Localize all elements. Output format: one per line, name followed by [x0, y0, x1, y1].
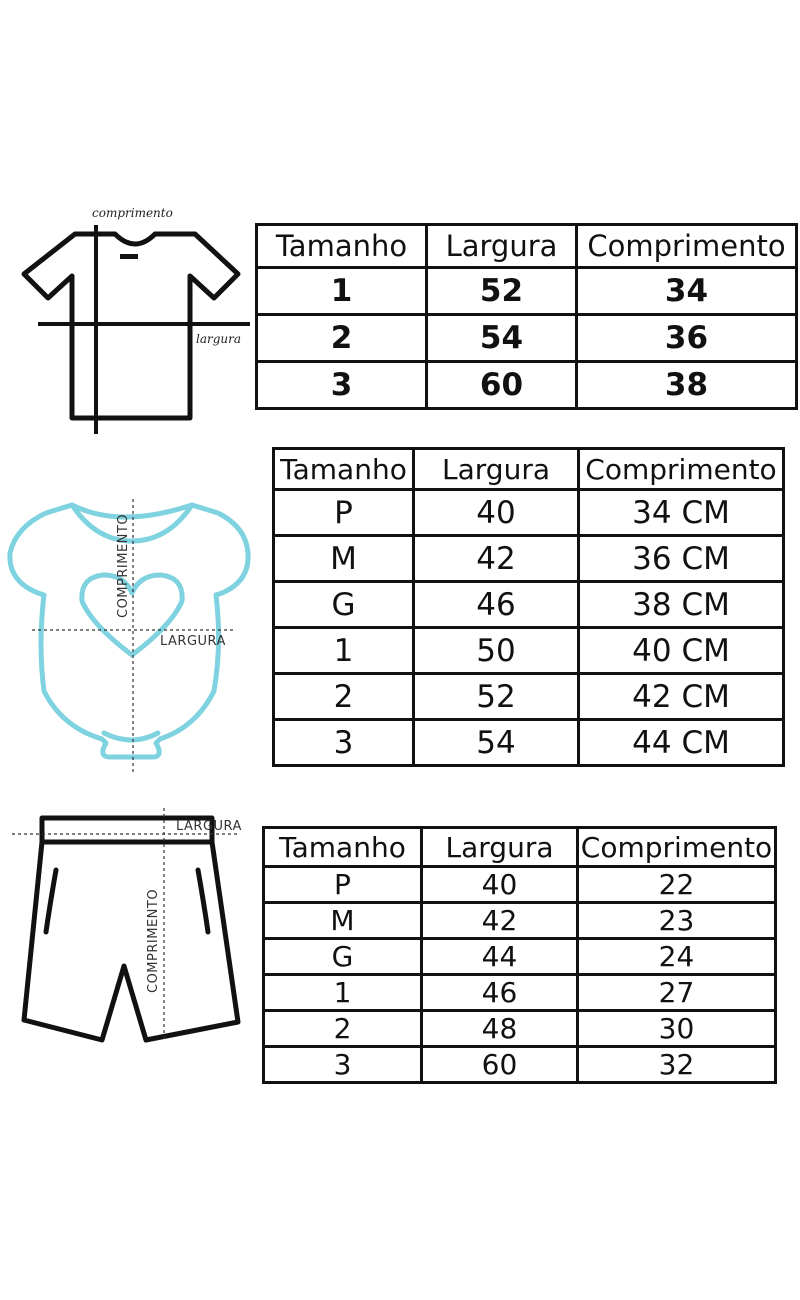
- table-row: [274, 674, 784, 720]
- column-header: Comprimento: [578, 828, 776, 867]
- table-row: [274, 582, 784, 628]
- length-cell: 36 CM: [579, 536, 784, 582]
- size-cell: 2: [264, 1011, 422, 1047]
- length-label: comprimento: [92, 206, 173, 220]
- table-row: [274, 720, 784, 766]
- width-cell: 40: [422, 867, 578, 903]
- table-header-row: [264, 828, 776, 867]
- length-cell: 34: [577, 268, 797, 315]
- table-row: [264, 1011, 776, 1047]
- shorts-icon: [12, 808, 252, 1058]
- width-cell: 46: [422, 975, 578, 1011]
- column-header: Comprimento: [577, 225, 797, 268]
- width-cell: 42: [422, 903, 578, 939]
- width-cell: 42: [414, 536, 579, 582]
- column-header: Largura: [427, 225, 577, 268]
- table-header-row: [274, 449, 784, 490]
- column-header: Tamanho: [257, 225, 427, 268]
- length-cell: 23: [578, 903, 776, 939]
- length-cell: 38: [577, 362, 797, 409]
- table-row: [264, 903, 776, 939]
- length-cell: 27: [578, 975, 776, 1011]
- size-cell: 1: [257, 268, 427, 315]
- size-cell: 3: [257, 362, 427, 409]
- table-row: [274, 490, 784, 536]
- table-row: [257, 268, 797, 315]
- table-row: [257, 315, 797, 362]
- table-row: [264, 975, 776, 1011]
- column-header: Largura: [422, 828, 578, 867]
- size-cell: 1: [274, 628, 414, 674]
- length-cell: 38 CM: [579, 582, 784, 628]
- size-cell: G: [274, 582, 414, 628]
- table-row: [264, 867, 776, 903]
- column-header: Comprimento: [579, 449, 784, 490]
- length-cell: 44 CM: [579, 720, 784, 766]
- size-cell: 2: [274, 674, 414, 720]
- length-cell: 22: [578, 867, 776, 903]
- size-cell: P: [274, 490, 414, 536]
- length-cell: 32: [578, 1047, 776, 1083]
- shorts-size-table: [262, 826, 777, 1084]
- width-cell: 46: [414, 582, 579, 628]
- size-cell: 3: [264, 1047, 422, 1083]
- length-label: COMPRIMENTO: [116, 513, 131, 618]
- length-label: COMPRIMENTO: [146, 888, 161, 993]
- size-cell: G: [264, 939, 422, 975]
- width-label: LARGURA: [176, 819, 242, 834]
- table-header-row: [257, 225, 797, 268]
- size-cell: M: [274, 536, 414, 582]
- width-cell: 54: [427, 315, 577, 362]
- column-header: Tamanho: [264, 828, 422, 867]
- length-cell: 30: [578, 1011, 776, 1047]
- length-cell: 34 CM: [579, 490, 784, 536]
- width-cell: 52: [414, 674, 579, 720]
- width-cell: 48: [422, 1011, 578, 1047]
- table-row: [264, 1047, 776, 1083]
- length-cell: 42 CM: [579, 674, 784, 720]
- table-row: [257, 362, 797, 409]
- table-row: [274, 536, 784, 582]
- size-cell: 3: [274, 720, 414, 766]
- bodysuit-size-table: [272, 447, 785, 767]
- size-cell: P: [264, 867, 422, 903]
- size-cell: 2: [257, 315, 427, 362]
- width-cell: 60: [427, 362, 577, 409]
- length-cell: 40 CM: [579, 628, 784, 674]
- length-cell: 36: [577, 315, 797, 362]
- length-cell: 24: [578, 939, 776, 975]
- width-cell: 40: [414, 490, 579, 536]
- width-cell: 60: [422, 1047, 578, 1083]
- table-row: [274, 628, 784, 674]
- width-cell: 54: [414, 720, 579, 766]
- column-header: Tamanho: [274, 449, 414, 490]
- size-cell: M: [264, 903, 422, 939]
- shirt-size-table: [255, 223, 798, 410]
- width-cell: 44: [422, 939, 578, 975]
- width-cell: 50: [414, 628, 579, 674]
- width-label: largura: [196, 332, 242, 346]
- width-cell: 52: [427, 268, 577, 315]
- width-label: LARGURA: [160, 634, 226, 649]
- size-cell: 1: [264, 975, 422, 1011]
- table-row: [264, 939, 776, 975]
- column-header: Largura: [414, 449, 579, 490]
